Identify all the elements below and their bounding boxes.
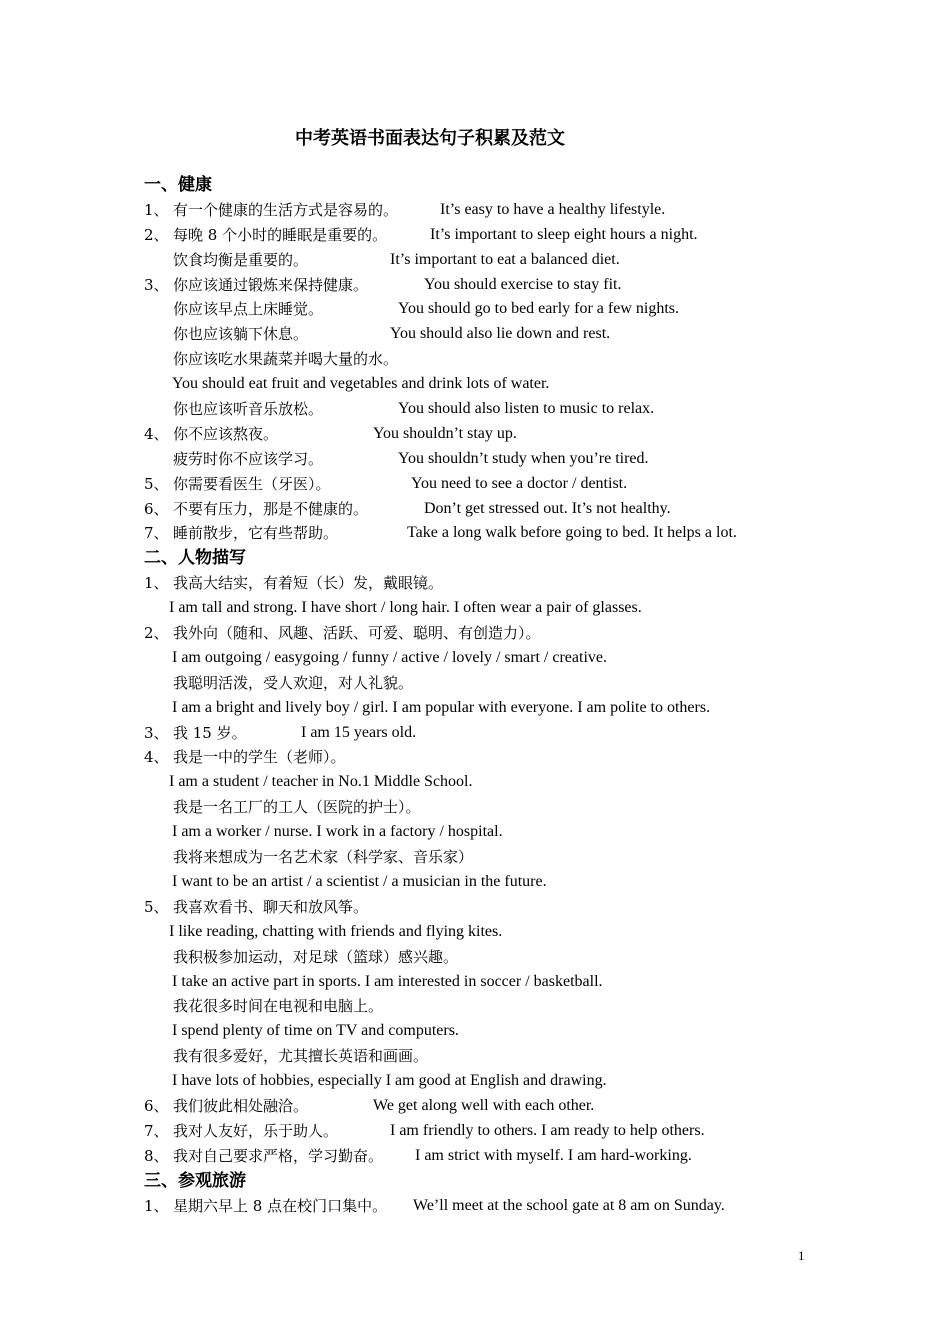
item-number: 7、	[144, 1121, 169, 1140]
chinese-sentence: 你应该早点上床睡觉。	[173, 300, 324, 319]
sentence-line	[144, 571, 844, 596]
item-number: 6、	[144, 1096, 169, 1115]
sentence-line	[144, 1019, 844, 1044]
chinese-sentence: 饮食均衡是重要的。	[173, 250, 309, 269]
english-sentence: I am 15 years old.	[301, 723, 417, 741]
sentence-line	[144, 397, 844, 422]
english-sentence: You shouldn’t study when you’re tired.	[398, 449, 649, 467]
chinese-sentence: 我对自己要求严格，学习勤奋。	[173, 1146, 384, 1165]
section-heading-text: 三、参观旅游	[144, 1170, 246, 1191]
chinese-sentence: 你不应该熬夜。	[173, 424, 279, 443]
sentence-line	[144, 646, 844, 671]
item-number: 1、	[144, 200, 169, 219]
english-sentence: We’ll meet at the school gate at 8 am on Sunday.	[413, 1196, 725, 1214]
english-sentence: I am friendly to others. I am ready to help others.	[390, 1121, 705, 1139]
english-sentence: It’s easy to have a healthy lifestyle.	[440, 200, 666, 218]
chinese-sentence: 我高大结实，有着短（长）发，戴眼镜。	[173, 574, 444, 593]
english-sentence: I want to be an artist / a scientist / a musician in the future.	[172, 872, 547, 890]
sentence-line	[144, 223, 844, 248]
sentence-line	[144, 696, 844, 721]
english-sentence: You should also listen to music to relax.	[398, 400, 655, 418]
chinese-sentence: 我有很多爱好，尤其擅长英语和画画。	[173, 1047, 429, 1066]
english-sentence: You shouldn’t stay up.	[373, 424, 517, 442]
sentence-line	[144, 198, 844, 223]
sentence-line	[144, 621, 844, 646]
sentence-line	[144, 721, 844, 746]
english-sentence: I take an active part in sports. I am interested in soccer / basketball.	[172, 972, 603, 990]
sentence-line	[144, 970, 844, 995]
item-number: 3、	[144, 723, 169, 742]
english-sentence: I am outgoing / easygoing / funny / active / lovely / smart / creative.	[172, 648, 607, 666]
chinese-sentence: 我对人友好，乐于助人。	[173, 1121, 339, 1140]
sentence-line	[144, 770, 844, 795]
sentence-line	[144, 521, 844, 546]
item-number: 5、	[144, 897, 169, 916]
english-sentence: I am a student / teacher in No.1 Middle School.	[169, 773, 473, 791]
chinese-sentence: 我是一名工厂的工人（医院的护士）。	[173, 798, 421, 817]
english-sentence: I am tall and strong. I have short / long hair. I often wear a pair of glasses.	[169, 599, 642, 617]
chinese-sentence: 我喜欢看书、聊天和放风筝。	[173, 897, 369, 916]
sentence-line	[144, 994, 844, 1019]
chinese-sentence: 有一个健康的生活方式是容易的。	[173, 200, 399, 219]
sentence-line	[144, 820, 844, 845]
sentence-line	[144, 372, 844, 397]
sentence-line	[144, 1094, 844, 1119]
item-number: 4、	[144, 748, 169, 767]
english-sentence: Don’t get stressed out. It’s not healthy.	[424, 499, 671, 517]
chinese-sentence: 每晚 8 个小时的睡眠是重要的。	[173, 225, 388, 244]
chinese-sentence: 你应该通过锻炼来保持健康。	[173, 275, 369, 294]
sentence-line	[144, 1144, 844, 1169]
sentence-line	[144, 322, 844, 347]
section-heading	[144, 1169, 844, 1194]
item-number: 6、	[144, 499, 169, 518]
item-number: 4、	[144, 424, 169, 443]
sentence-line	[144, 920, 844, 945]
sentence-line	[144, 1044, 844, 1069]
sentence-line	[144, 870, 844, 895]
item-number: 1、	[144, 1196, 169, 1215]
item-number: 2、	[144, 624, 169, 643]
document-body	[144, 173, 844, 1218]
sentence-line	[144, 347, 844, 372]
sentence-line	[144, 1194, 844, 1219]
sentence-line	[144, 422, 844, 447]
english-sentence: It’s important to sleep eight hours a night.	[430, 225, 698, 243]
english-sentence: You should eat fruit and vegetables and drink lots of water.	[172, 375, 550, 393]
sentence-line	[144, 795, 844, 820]
chinese-sentence: 星期六早上 8 点在校门口集中。	[173, 1196, 388, 1215]
chinese-sentence: 我将来想成为一名艺术家（科学家、音乐家）	[173, 848, 474, 867]
english-sentence: You should also lie down and rest.	[390, 325, 611, 343]
chinese-sentence: 你需要看医生（牙医）。	[173, 474, 331, 493]
document-title: 中考英语书面表达句子积累及范文	[295, 128, 565, 149]
sentence-line	[144, 447, 844, 472]
item-number: 5、	[144, 474, 169, 493]
page-number: 1	[798, 1248, 805, 1263]
item-number: 3、	[144, 275, 169, 294]
chinese-sentence: 睡前散步，它有些帮助。	[173, 524, 339, 543]
item-number: 2、	[144, 225, 169, 244]
english-sentence: You need to see a doctor / dentist.	[411, 474, 628, 492]
item-number: 1、	[144, 574, 169, 593]
sentence-line	[144, 1119, 844, 1144]
sentence-line	[144, 745, 844, 770]
sentence-line	[144, 1069, 844, 1094]
chinese-sentence: 我花很多时间在电视和电脑上。	[173, 997, 384, 1016]
chinese-sentence: 你也应该听音乐放松。	[173, 400, 324, 419]
english-sentence: We get along well with each other.	[373, 1096, 595, 1114]
section-heading	[144, 546, 844, 571]
sentence-line	[144, 273, 844, 298]
chinese-sentence: 我是一中的学生（老师）。	[173, 748, 346, 767]
section-heading	[144, 173, 844, 198]
english-sentence: It’s important to eat a balanced diet.	[390, 250, 620, 268]
sentence-line	[144, 845, 844, 870]
chinese-sentence: 我外向（随和、风趣、活跃、可爱、聪明、有创造力）。	[173, 624, 541, 643]
sentence-line	[144, 895, 844, 920]
sentence-line	[144, 497, 844, 522]
chinese-sentence: 我积极参加运动，对足球（篮球）感兴趣。	[173, 947, 459, 966]
section-heading-text: 一、健康	[144, 175, 212, 195]
chinese-sentence: 我聪明活泼，受人欢迎，对人礼貌。	[173, 673, 414, 692]
english-sentence: I spend plenty of time on TV and computers.	[172, 1022, 459, 1040]
section-heading-text: 二、人物描写	[144, 548, 246, 569]
english-sentence: I like reading, chatting with friends and flying kites.	[169, 922, 503, 940]
sentence-line	[144, 596, 844, 621]
item-number: 8、	[144, 1146, 169, 1165]
chinese-sentence: 不要有压力，那是不健康的。	[173, 499, 369, 518]
english-sentence: I am strict with myself. I am hard-working.	[415, 1146, 692, 1164]
item-number: 7、	[144, 524, 169, 543]
sentence-line	[144, 248, 844, 273]
english-sentence: I am a bright and lively boy / girl. I am popular with everyone. I am polite to others.	[172, 698, 711, 716]
english-sentence: I have lots of hobbies, especially I am good at English and drawing.	[172, 1072, 607, 1090]
english-sentence: You should exercise to stay fit.	[424, 275, 622, 293]
chinese-sentence: 你也应该躺下休息。	[173, 325, 309, 344]
chinese-sentence: 疲劳时你不应该学习。	[173, 449, 324, 468]
sentence-line	[144, 297, 844, 322]
sentence-line	[144, 472, 844, 497]
sentence-line	[144, 945, 844, 970]
chinese-sentence: 我 15 岁。	[173, 723, 247, 742]
english-sentence: Take a long walk before going to bed. It helps a lot.	[407, 524, 737, 542]
english-sentence: I am a worker / nurse. I work in a factory / hospital.	[172, 823, 503, 841]
sentence-line	[144, 671, 844, 696]
english-sentence: You should go to bed early for a few nights.	[398, 300, 680, 318]
chinese-sentence: 你应该吃水果蔬菜并喝大量的水。	[173, 350, 399, 369]
chinese-sentence: 我们彼此相处融洽。	[173, 1096, 309, 1115]
